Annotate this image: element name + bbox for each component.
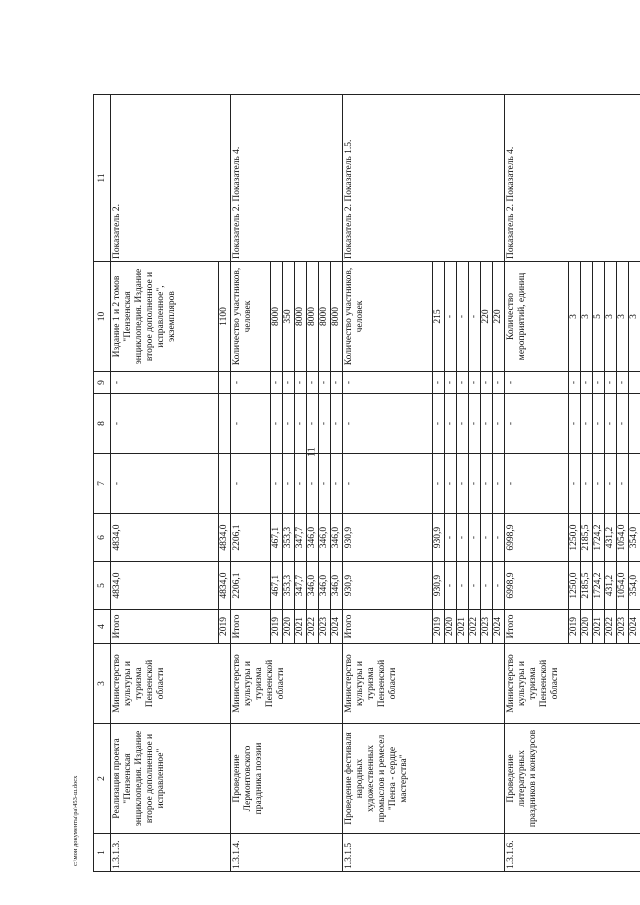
col-header: 3 xyxy=(94,644,111,724)
item-number: 1.3.1.5 xyxy=(343,834,505,872)
amount-cell: - xyxy=(581,454,593,514)
amount-cell: 346,0 xyxy=(307,562,319,610)
amount-cell: - xyxy=(469,514,481,562)
col-header: 5 xyxy=(94,562,111,610)
amount-cell: - xyxy=(593,454,605,514)
amount-cell: - xyxy=(295,372,307,394)
year-cell: 2019 xyxy=(569,610,581,644)
amount-cell: - xyxy=(581,372,593,394)
block-total-row xyxy=(231,95,271,872)
amount-cell: - xyxy=(493,394,505,454)
amount-cell: 4834,0 xyxy=(219,514,231,562)
amount-cell: - xyxy=(617,394,629,454)
indicator-value: 8000 xyxy=(295,262,307,372)
amount-cell: - xyxy=(343,454,433,514)
amount-cell: - xyxy=(307,454,319,514)
year-cell: 2020 xyxy=(445,610,457,644)
indicator-value: 3 xyxy=(605,262,617,372)
amount-cell: - xyxy=(283,372,295,394)
amount-cell: - xyxy=(307,372,319,394)
amount-cell: - xyxy=(457,372,469,394)
year-cell: 2021 xyxy=(457,610,469,644)
amount-cell: - xyxy=(445,562,457,610)
indicator-value: 220 xyxy=(493,262,505,372)
amount-cell: 353,3 xyxy=(283,514,295,562)
year-cell: 2023 xyxy=(319,610,331,644)
amount-cell: 2185,5 xyxy=(581,562,593,610)
amount-cell: - xyxy=(593,394,605,454)
year-cell: 2022 xyxy=(605,610,617,644)
year-cell: 2019 xyxy=(433,610,445,644)
amount-cell: - xyxy=(493,514,505,562)
amount-cell xyxy=(219,394,231,454)
amount-cell: 930,9 xyxy=(343,562,433,610)
year-cell: 2023 xyxy=(481,610,493,644)
amount-cell: - xyxy=(593,372,605,394)
amount-cell xyxy=(629,454,640,514)
indicator-name: Издание 1 и 2 томов "Пензенская энциклопедия. Издание второе дополненное и исправленное", экземпляров xyxy=(111,262,219,372)
year-cell: 2022 xyxy=(469,610,481,644)
amount-cell: 1054,0 xyxy=(617,562,629,610)
amount-cell: - xyxy=(605,372,617,394)
year-cell: 2021 xyxy=(295,610,307,644)
indicator-value: 3 xyxy=(581,262,593,372)
item-number: 1.3.1.6. xyxy=(505,834,640,872)
item-name: Проведение фестиваля народных художественных промыслов и ремесел "Пенза - сердце мастерства" xyxy=(343,724,505,834)
block-total-row xyxy=(343,95,433,872)
amount-cell: - xyxy=(295,394,307,454)
amount-cell: - xyxy=(319,394,331,454)
block-total-row xyxy=(505,95,569,872)
indicator-value: 8000 xyxy=(307,262,319,372)
amount-cell: - xyxy=(271,372,283,394)
amount-cell: 346,0 xyxy=(331,562,343,610)
col-header: 11 xyxy=(94,95,111,262)
amount-cell: - xyxy=(481,454,493,514)
amount-cell: 4834,0 xyxy=(111,514,219,562)
amount-cell: - xyxy=(469,562,481,610)
amount-cell: - xyxy=(505,372,569,394)
amount-cell: 467,1 xyxy=(271,562,283,610)
amount-cell: 930,9 xyxy=(433,562,445,610)
year-cell: 2024 xyxy=(493,610,505,644)
amount-cell: - xyxy=(433,372,445,394)
target-indicator: Показатель 2. Показатель 4. xyxy=(505,95,640,262)
indicator-value: 5 xyxy=(593,262,605,372)
amount-cell: - xyxy=(307,394,319,454)
col-header: 10 xyxy=(94,262,111,372)
amount-cell: 6998,9 xyxy=(505,514,569,562)
executor: Министерство культуры и туризма Пензенской области xyxy=(343,644,505,724)
total-label: Итого xyxy=(111,610,219,644)
program-table xyxy=(93,94,640,872)
year-cell: 2019 xyxy=(219,610,231,644)
target-indicator: Показатель 2. xyxy=(111,95,231,262)
year-cell: 2024 xyxy=(331,610,343,644)
amount-cell: - xyxy=(469,372,481,394)
total-label: Итого xyxy=(343,610,433,644)
header-row xyxy=(94,95,111,872)
indicator-value: 3 xyxy=(569,262,581,372)
item-number: 1.3.1.3. xyxy=(111,834,231,872)
amount-cell: 930,9 xyxy=(343,514,433,562)
amount-cell: - xyxy=(481,372,493,394)
indicator-name: Количество участников, человек xyxy=(231,262,271,372)
year-cell: 2023 xyxy=(617,610,629,644)
amount-cell: 347,7 xyxy=(295,562,307,610)
amount-cell: - xyxy=(283,454,295,514)
amount-cell: - xyxy=(481,394,493,454)
indicator-value: 8000 xyxy=(271,262,283,372)
amount-cell: 346,0 xyxy=(319,562,331,610)
item-name: Проведение литературных праздников и конкурсов xyxy=(505,724,640,834)
amount-cell: - xyxy=(469,454,481,514)
amount-cell: - xyxy=(493,454,505,514)
target-indicator: Показатель 2. Показатель 1.5. xyxy=(343,95,505,262)
amount-cell: - xyxy=(111,372,219,394)
amount-cell: - xyxy=(457,394,469,454)
amount-cell: 2206,1 xyxy=(231,562,271,610)
amount-cell: - xyxy=(111,394,219,454)
item-name: Проведение Лермонтовского праздника поэзии xyxy=(231,724,343,834)
amount-cell xyxy=(219,454,231,514)
total-label: Итого xyxy=(231,610,271,644)
amount-cell: - xyxy=(433,394,445,454)
amount-cell: 4834,0 xyxy=(111,562,219,610)
amount-cell: - xyxy=(111,454,219,514)
amount-cell: 346,0 xyxy=(331,514,343,562)
amount-cell: 1250,0 xyxy=(569,562,581,610)
amount-cell: - xyxy=(295,454,307,514)
amount-cell: - xyxy=(283,394,295,454)
indicator-value: 350 xyxy=(283,262,295,372)
amount-cell: 347,7 xyxy=(295,514,307,562)
amount-cell: - xyxy=(493,372,505,394)
indicator-value: 3 xyxy=(617,262,629,372)
col-header: 2 xyxy=(94,724,111,834)
footer-path: c:\мои документы\ра\453-ш.docx xyxy=(72,775,79,866)
item-name: Реализация проекта "Пензенская энциклопедия. Издание второе дополненное и исправленное" xyxy=(111,724,231,834)
amount-cell: - xyxy=(445,394,457,454)
amount-cell: 1054,0 xyxy=(617,514,629,562)
amount-cell: - xyxy=(569,454,581,514)
amount-cell: - xyxy=(605,394,617,454)
amount-cell: 346,0 xyxy=(319,514,331,562)
executor: Министерство культуры и туризма Пензенской области xyxy=(231,644,343,724)
amount-cell: 1250,0 xyxy=(569,514,581,562)
amount-cell xyxy=(219,372,231,394)
amount-cell: - xyxy=(231,394,271,454)
amount-cell: - xyxy=(343,394,433,454)
amount-cell: 6998,9 xyxy=(505,562,569,610)
indicator-value: 215 xyxy=(433,262,445,372)
executor: Министерство культуры и туризма Пензенской области xyxy=(505,644,640,724)
col-header: 1 xyxy=(94,834,111,872)
indicator-value: - xyxy=(469,262,481,372)
total-label: Итого xyxy=(505,610,569,644)
rotated-table-frame xyxy=(93,95,639,872)
col-header: 9 xyxy=(94,372,111,394)
indicator-value: 3 xyxy=(629,262,640,372)
amount-cell: - xyxy=(343,372,433,394)
amount-cell: - xyxy=(469,394,481,454)
amount-cell: - xyxy=(581,394,593,454)
indicator-value: 1100 xyxy=(219,262,231,372)
indicator-value: - xyxy=(457,262,469,372)
indicator-value: 8000 xyxy=(319,262,331,372)
amount-cell: - xyxy=(445,372,457,394)
amount-cell: - xyxy=(445,454,457,514)
amount-cell: - xyxy=(271,454,283,514)
amount-cell: - xyxy=(457,562,469,610)
amount-cell: - xyxy=(569,372,581,394)
item-number: 1.3.1.4. xyxy=(231,834,343,872)
col-header: 8 xyxy=(94,394,111,454)
amount-cell: 431,2 xyxy=(605,514,617,562)
amount-cell: - xyxy=(231,454,271,514)
target-indicator: Показатель 2. Показатель 4. xyxy=(231,95,343,262)
amount-cell: 930,9 xyxy=(433,514,445,562)
col-header: 4 xyxy=(94,610,111,644)
amount-cell: - xyxy=(457,454,469,514)
amount-cell: - xyxy=(319,372,331,394)
block-total-row xyxy=(111,95,219,872)
amount-cell: - xyxy=(271,394,283,454)
page-number: 11 xyxy=(306,447,318,457)
year-cell: 2021 xyxy=(593,610,605,644)
amount-cell: - xyxy=(617,454,629,514)
amount-cell: 2206,1 xyxy=(231,514,271,562)
year-cell: 2022 xyxy=(307,610,319,644)
amount-cell: - xyxy=(481,514,493,562)
executor: Министерство культуры и туризма Пензенской области xyxy=(111,644,231,724)
amount-cell: - xyxy=(331,454,343,514)
amount-cell: - xyxy=(331,394,343,454)
amount-cell xyxy=(629,394,640,454)
amount-cell: 1724,2 xyxy=(593,514,605,562)
amount-cell: - xyxy=(433,454,445,514)
amount-cell: 354,0 xyxy=(629,514,640,562)
amount-cell: 1724,2 xyxy=(593,562,605,610)
amount-cell: 431,2 xyxy=(605,562,617,610)
amount-cell: 467,1 xyxy=(271,514,283,562)
year-cell: 2019 xyxy=(271,610,283,644)
year-cell: 2024 xyxy=(629,610,640,644)
amount-cell: - xyxy=(445,514,457,562)
col-header: 6 xyxy=(94,514,111,562)
indicator-value: - xyxy=(445,262,457,372)
amount-cell: - xyxy=(505,394,569,454)
indicator-name: Количество мероприятий, единиц xyxy=(505,262,569,372)
amount-cell: - xyxy=(457,514,469,562)
amount-cell: - xyxy=(569,394,581,454)
amount-cell: 346,0 xyxy=(307,514,319,562)
indicator-name: Количество участников, человек xyxy=(343,262,433,372)
year-cell: 2020 xyxy=(581,610,593,644)
amount-cell: - xyxy=(481,562,493,610)
amount-cell: 353,3 xyxy=(283,562,295,610)
col-header: 7 xyxy=(94,454,111,514)
amount-cell: - xyxy=(605,454,617,514)
amount-cell: - xyxy=(493,562,505,610)
amount-cell: - xyxy=(319,454,331,514)
amount-cell: 4834,0 xyxy=(219,562,231,610)
indicator-value: 220 xyxy=(481,262,493,372)
indicator-value: 8000 xyxy=(331,262,343,372)
amount-cell: 354,0 xyxy=(629,562,640,610)
amount-cell: - xyxy=(231,372,271,394)
amount-cell: - xyxy=(331,372,343,394)
amount-cell: 2185,5 xyxy=(581,514,593,562)
amount-cell xyxy=(629,372,640,394)
amount-cell: - xyxy=(505,454,569,514)
year-cell: 2020 xyxy=(283,610,295,644)
amount-cell: - xyxy=(617,372,629,394)
